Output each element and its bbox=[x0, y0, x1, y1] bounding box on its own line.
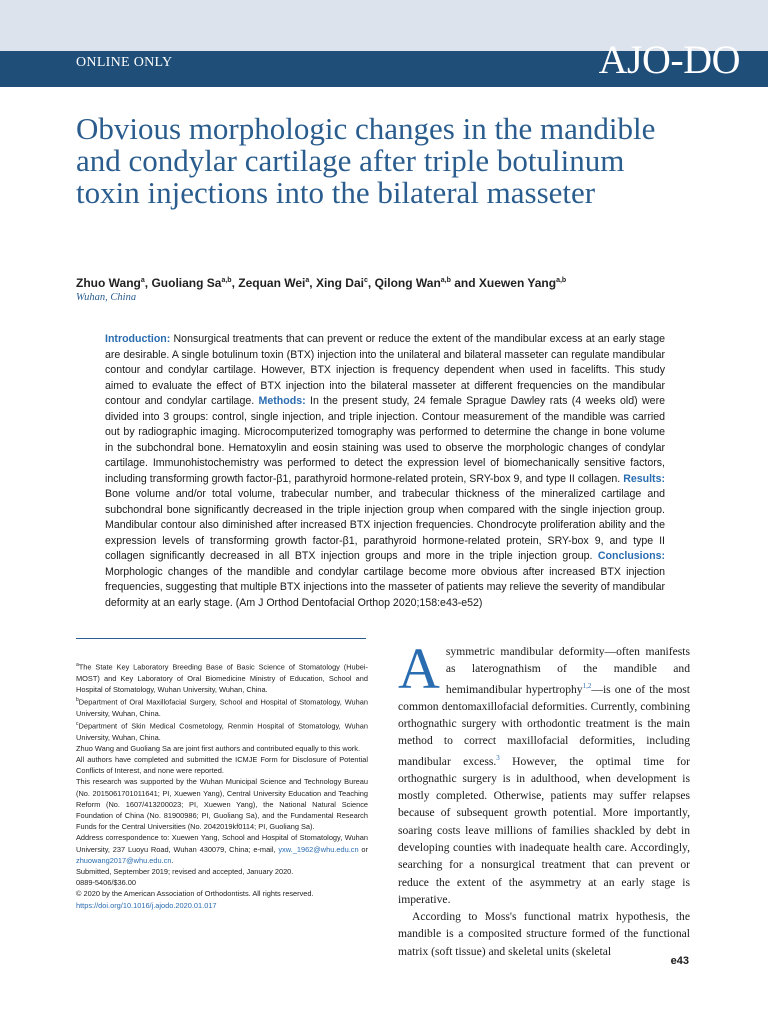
email-link-1[interactable]: yxw._1962@whu.edu.cn bbox=[278, 844, 359, 854]
author-affiliation-mark: a,b bbox=[440, 277, 451, 284]
abstract-introduction: Nonsurgical treatments that can prevent or reduce the extent of the mandibular excess at an early stage are desirable. A single botulinum toxin (BTX) injection into the unilateral and bilateral masseter can regulate mandibular contour and condylar cartilage. However, BTX injection is frequency dependent when used in facelifts. This study aimed to evaluate the effect of BTX injection into the bilateral masseter at different frequencies on the mandibular contour and condylar cartilage. bbox=[105, 333, 665, 407]
footnote-correspondence: Address correspondence to: Xuewen Yang, School and Hospital of Stomatology, Wuhan University, 237 Luoyu Road, Wuhan 430079, China; e-mail, yxw._1962@whu.edu.cn or zhuowang2017@whu.edu.cn. bbox=[76, 833, 368, 865]
author-affiliation-mark: a,b bbox=[221, 277, 232, 284]
reference-3[interactable]: 3 bbox=[496, 753, 500, 762]
drop-cap: A bbox=[398, 636, 440, 701]
abstract-methods-label: Methods: bbox=[258, 395, 306, 407]
author-name: Guoliang Sa bbox=[151, 276, 222, 290]
abstract bbox=[105, 332, 665, 611]
footnote-issn: 0889-5406/$36.00 bbox=[76, 878, 137, 888]
journal-logo: AJO-DO bbox=[598, 37, 740, 82]
abstract-results-label: Results: bbox=[623, 472, 665, 485]
author-name: Qilong Wan bbox=[374, 276, 441, 290]
footnote-submitted: Submitted, September 2019; revised and accepted, January 2020. bbox=[76, 867, 294, 877]
author-name: Zequan Wei bbox=[238, 276, 306, 290]
abstract-introduction-label: Introduction: bbox=[105, 333, 171, 345]
body-paragraph-1: Asymmetric mandibular deformity—often manifests as laterognathism of the mandible and hemimandibular hypertrophy$^{1,2}$—is one of the most common dentomaxillofacial deformities. Currently, combining orthognathic surgery with orthodontic treatment is the main method to correct maxillofacial deformities, including mandibular excess.$^3$ However, the optimal time for orthognathic surgery is in adulthood, when development is mostly completed. Otherwise, patients may suffer relapses because of subsequent growth potential. More importantly, soaring costs leave millions of families shackled by debt in developing counties with inadequate health care. Accordingly, searching for a nonsurgical treatment that can prevent or reduce the extent of the asymmetry at an early stage is imperative. bbox=[398, 636, 690, 906]
author-affiliation-mark: a bbox=[140, 277, 145, 284]
reference-1-2[interactable]: 1,2 bbox=[582, 681, 592, 690]
footnote-divider bbox=[76, 638, 366, 639]
footnote-copyright: © 2020 by the American Association of Orthodontists. All rights reserved. bbox=[76, 889, 314, 899]
doi-link[interactable]: https://doi.org/10.1016/j.ajodo.2020.01.017 bbox=[76, 900, 217, 910]
author-name: Xing Dai bbox=[315, 276, 364, 290]
author-city: Wuhan, China bbox=[76, 292, 137, 303]
author-list: Zhuo Wang$^a$, Guoliang Sa$^{a,b}$, Zequan Wei$^a$, Xing Dai$^c$, Qilong Wan$^{a,b}$ and Xuewen Yang$^{a,b}$ bbox=[76, 276, 567, 290]
abstract-conclusions: Morphologic changes of the mandible and condylar cartilage become more obvious after increased BTX injection frequencies, suggesting that multiple BTX injections into the masseter of patients may relieve the severity of mandibular deformity at an early stage. (Am J Orthod Dentofacial Orthop 2020;158:e43-e52) bbox=[105, 565, 665, 609]
author-name: Zhuo Wang bbox=[76, 276, 141, 290]
author-affiliation-mark: c bbox=[363, 277, 368, 284]
abstract-conclusions-label: Conclusions: bbox=[597, 550, 665, 562]
body-text-column bbox=[398, 636, 690, 960]
footnote-affiliation-c: $^c$Department of Skin Medical Cosmetology, Renmin Hospital of Stomatology, Wuhan University, Wuhan, China. bbox=[76, 720, 368, 742]
footnotes bbox=[76, 660, 368, 911]
author-affiliation-mark: a bbox=[305, 277, 310, 284]
page-number: e43 bbox=[670, 955, 689, 967]
body-paragraph-2: According to Moss's functional matrix hypothesis, the mandible is a composited structure formed of the functional matrix (soft tissue) and skeletal units (skeletal bbox=[398, 910, 690, 958]
footnote-joint-authors: Zhuo Wang and Guoliang Sa are joint first authors and contributed equally to this work. bbox=[76, 743, 361, 753]
footnote-affiliation-b: $^b$Department of Oral Maxillofacial Surgery, School and Hospital of Stomatology, Wuhan University, Wuhan, China. bbox=[76, 697, 368, 718]
author-name: Xuewen Yang bbox=[478, 276, 557, 290]
article-title: Obvious morphologic changes in the mandible and condylar cartilage after triple botulinum toxin injections into the bilateral masseter bbox=[76, 111, 656, 210]
footnote-affiliation-a: $^a$The State Key Laboratory Breeding Base of Basic Science of Stomatology (Hubei-MOST) and Key Laboratory of Oral Biomedicine Ministry of Education, School and Hospital of Stomatology, Wuhan University, Wuhan, China. bbox=[76, 662, 368, 694]
footnote-funding: This research was supported by the Wuhan Municipal Science and Technology Bureau (No. 2015061701011641; PI, Xuewen Yang), Central University Education and Teaching Reform (No. 1607/413200023; PI, Xuewen Yang), the National Natural Science Foundation of China (No. 81900986; PI, Guoliang Sa), and the Fundamental Research Funds for the Central Universities (No. 2042019kf0114; PI, Guoliang Sa). bbox=[76, 777, 368, 832]
author-affiliation-mark: a,b bbox=[556, 277, 567, 284]
abstract-methods: In the present study, 24 female Sprague Dawley rats (4 weeks old) were divided into 3 groups: control, single injection, and triple injection. Contour measurement of the mandible was carried out by radiographic imaging. Microcomputerized tomography was performed to determine the change in bone volume in the subchondral bone. Hematoxylin and eosin staining was used to observe the morphologic changes of condylar cartilage. Immunohistochemistry was performed to detect the expression level of biomechanically sensitive factors, including transforming growth factor-β1, parathyroid hormone-related protein, SRY-box 9, and type II collagen. bbox=[105, 395, 665, 485]
footnote-conflict-of-interest: All authors have completed and submitted the ICMJE Form for Disclosure of Potential Conflicts of Interest, and none were reported. bbox=[76, 755, 368, 776]
email-link-2[interactable]: zhuowang2017@whu.edu.cn bbox=[76, 855, 172, 865]
online-only-label: ONLINE ONLY bbox=[76, 55, 173, 70]
abstract-results: Bone volume and/or total volume, trabecular number, and trabecular thickness of the mineralized cartilage and subchondral bone significantly decreased in the triple injection group when compared with the single injection group. Mandibular contour also diminished after increased BTX injection frequencies. Chondrocyte proliferation ability and the expression levels of transforming growth factor-β1, parathyroid hormone-related protein, SRY-box 9, and type II collagen significantly decreased in all BTX injection groups and more in the triple injection group. bbox=[105, 488, 665, 562]
